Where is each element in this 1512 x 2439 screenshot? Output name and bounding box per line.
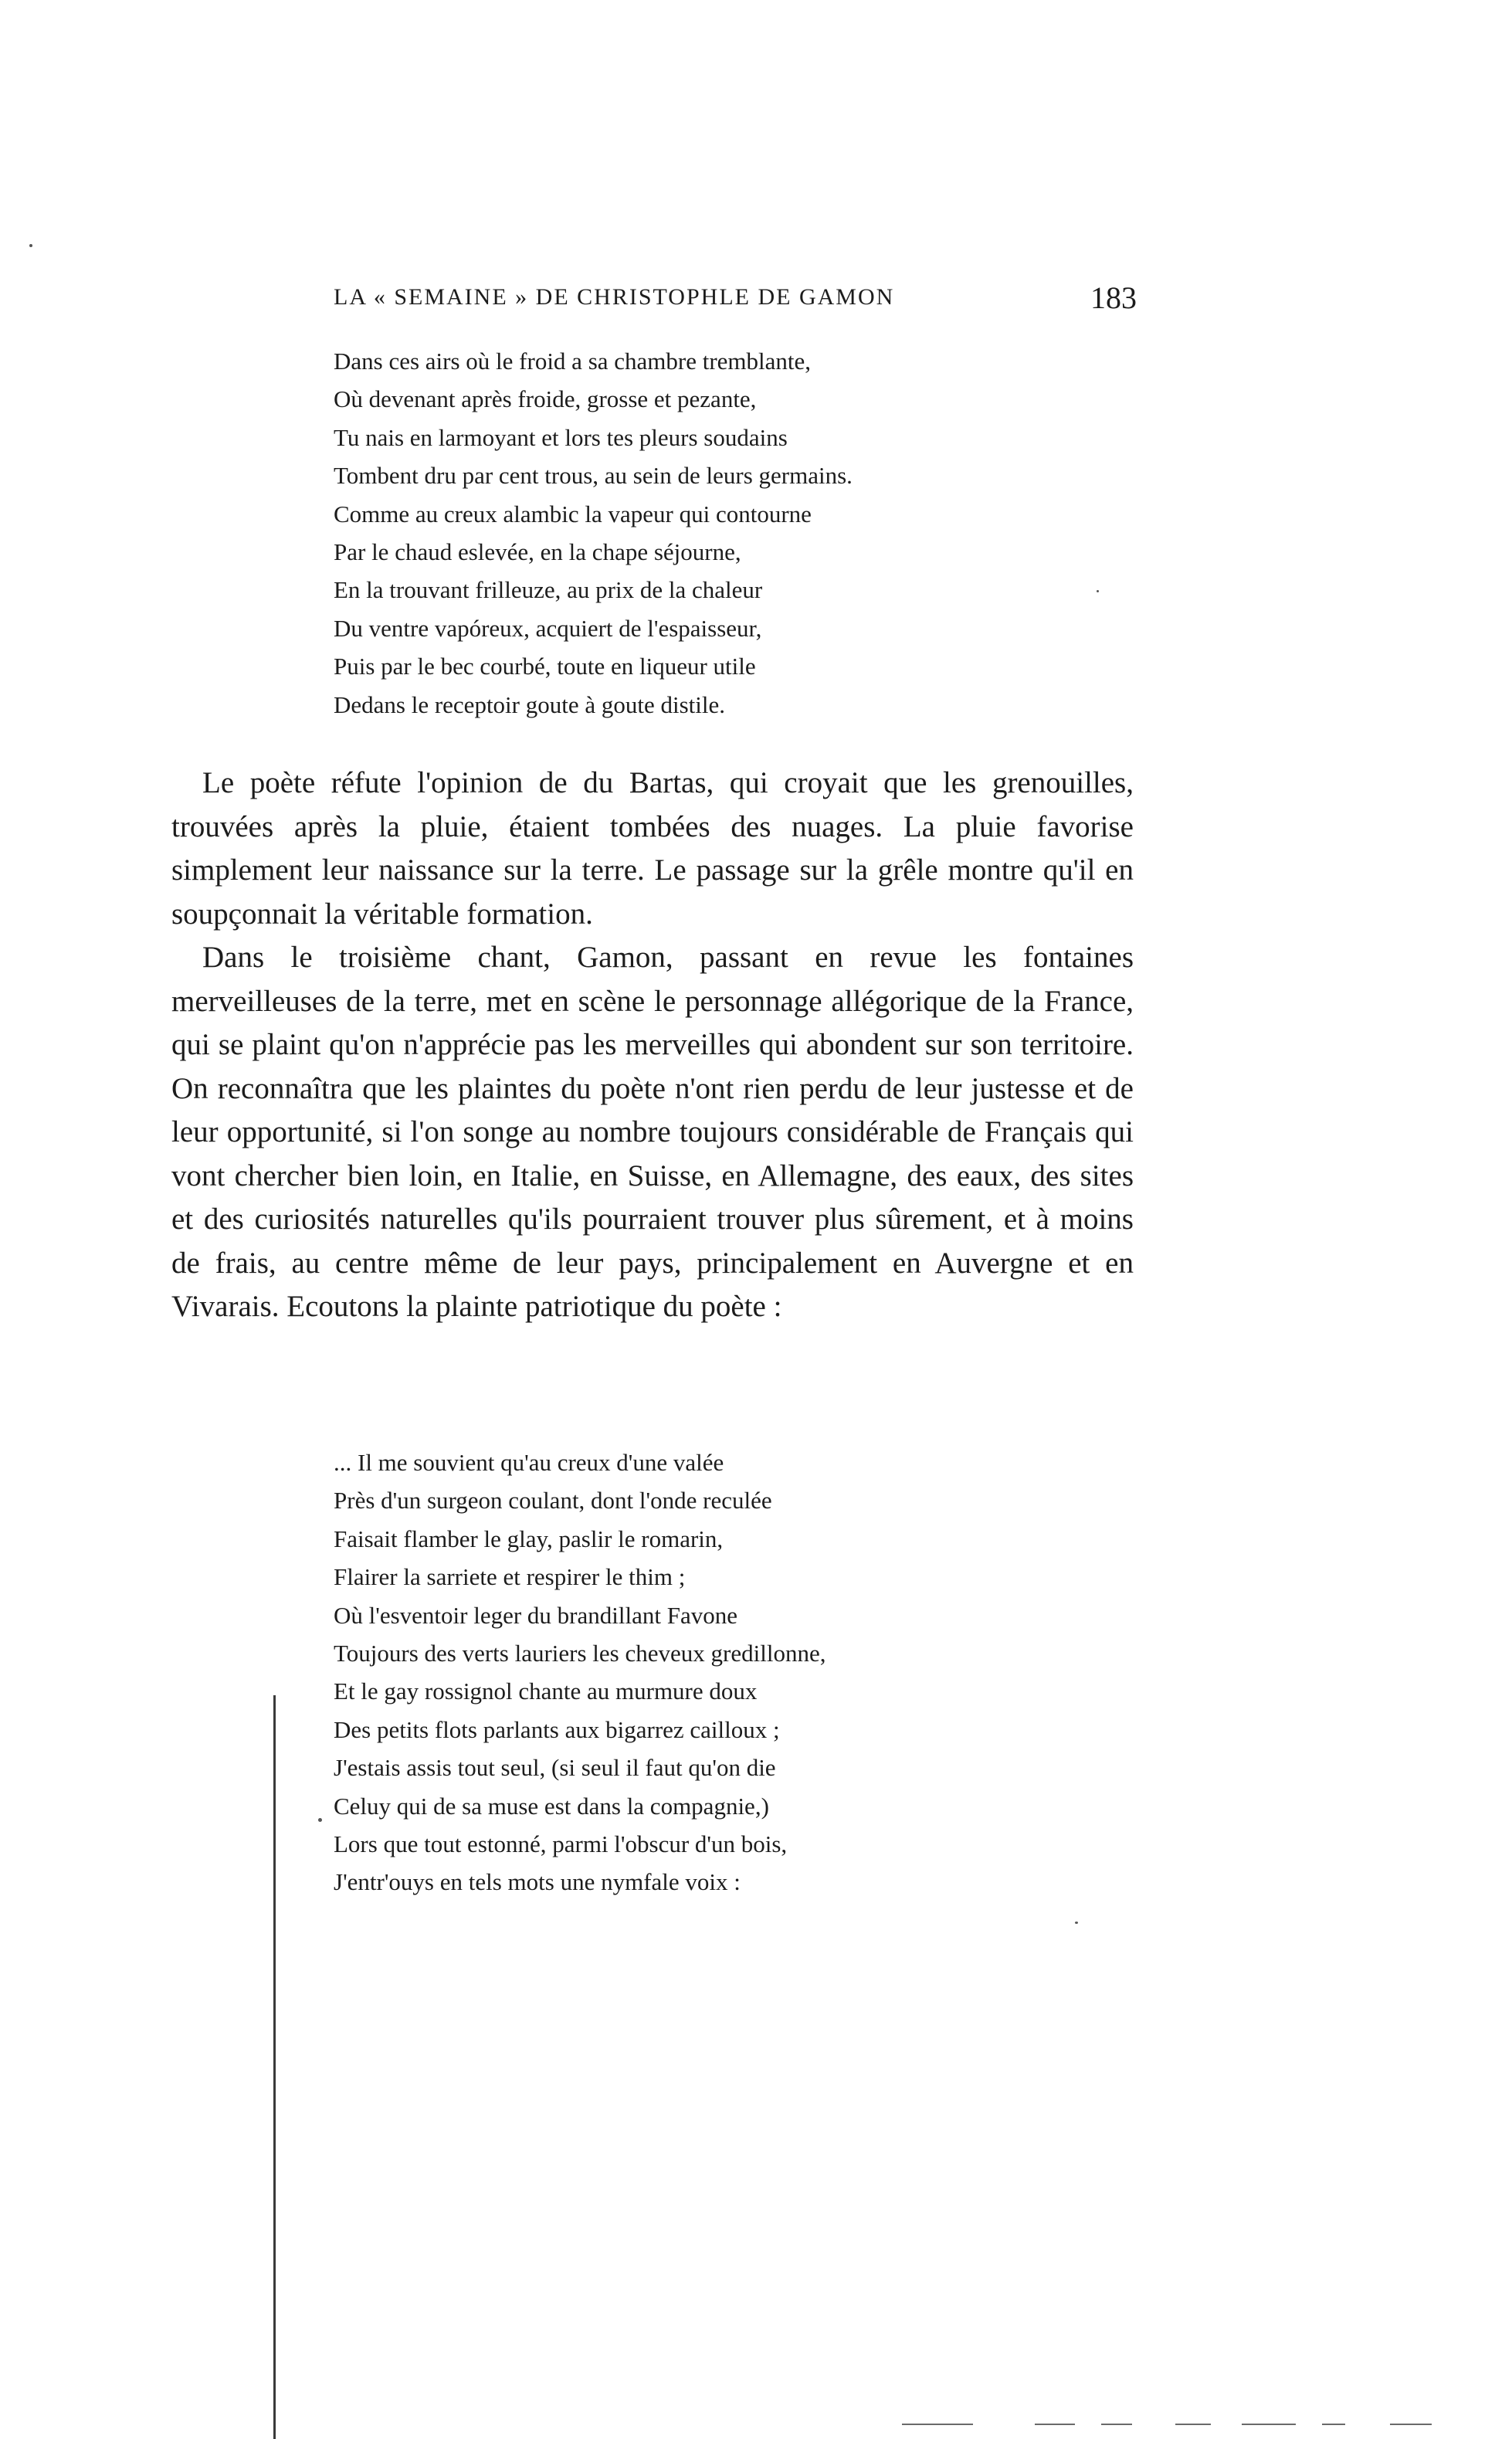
- verse-line: Du ventre vapóreux, acquiert de l'espaisseur,: [334, 614, 762, 642]
- scan-dash: [1390, 2424, 1432, 2425]
- scan-speck: [1075, 1922, 1078, 1924]
- verse-quote-top: [334, 342, 853, 724]
- scan-speck: [1097, 590, 1099, 592]
- prose-body: [171, 762, 1134, 1329]
- scan-dash: [1242, 2424, 1296, 2425]
- scan-dash: [1175, 2424, 1211, 2425]
- verse-line: Flairer la sarriete et respirer le thim ;: [334, 1563, 686, 1591]
- verse-line: Lors que tout estonné, parmi l'obscur d'un bois,: [334, 1830, 788, 1858]
- scan-speck: [29, 244, 32, 247]
- margin-rule: [273, 1695, 276, 2439]
- paragraph: Dans le troisième chant, Gamon, passant en revue les fontaines merveilleuses de la terre, met en scène le personnage allégorique de la France, qui se plaint qu'on n'apprécie pas les merveilles qui abondent sur son territoire. On reconnaîtra que les plaintes du poète n'ont rien perdu de leur justesse et de leur opportunité, si l'on songe au nombre toujours considérable de Français qui vont chercher bien loin, en Italie, en Suisse, en Allemagne, des eaux, des sites et des curiosités naturelles qu'ils pourraient trouver plus sûrement, et à moins de frais, au centre même de leur pays, principalement en Auvergne et en Vivarais. Ecoutons la plainte patriotique du poète :: [171, 941, 1134, 1323]
- scan-dash: [1035, 2424, 1075, 2425]
- verse-line: Faisait flamber le glay, paslir le romarin,: [334, 1525, 724, 1552]
- scan-speck: [318, 1818, 322, 1822]
- verse-line: J'estais assis tout seul, (si seul il faut qu'on die: [334, 1754, 776, 1782]
- verse-line: Et le gay rossignol chante au murmure doux: [334, 1677, 758, 1705]
- verse-line: Dedans le receptoir goute à goute distile.: [334, 690, 726, 718]
- verse-line: Comme au creux alambic la vapeur qui contourne: [334, 500, 812, 527]
- verse-line: Celuy qui de sa muse est dans la compagnie,): [334, 1792, 769, 1820]
- verse-line: Tombent dru par cent trous, au sein de leurs germains.: [334, 462, 853, 490]
- scan-dash: [1322, 2424, 1345, 2425]
- verse-line: En la trouvant frilleuze, au prix de la chaleur: [334, 576, 763, 604]
- verse-line: Où l'esventoir leger du brandillant Favone: [334, 1601, 737, 1629]
- scan-dash: [902, 2424, 973, 2425]
- paragraph: Le poète réfute l'opinion de du Bartas, qui croyait que les grenouilles, trouvées après la pluie, étaient tombées des nuages. La pluie favorise simplement leur naissance sur la terre. Le passage sur la grêle montre qu'il en soupçonnait la véritable formation.: [171, 766, 1134, 931]
- verse-line: Des petits flots parlants aux bigarrez cailloux ;: [334, 1715, 780, 1743]
- verse-line: ... Il me souvient qu'au creux d'une valée: [334, 1449, 724, 1476]
- verse-line: J'entr'ouys en tels mots une nymfale voix :: [334, 1868, 741, 1896]
- header-title: LA « SEMAINE » DE CHRISTOPHLE DE GAMON: [334, 284, 895, 310]
- running-header: [334, 280, 1137, 326]
- verse-quote-bottom: [334, 1443, 825, 1901]
- verse-line: Tu nais en larmoyant et lors tes pleurs soudains: [334, 423, 788, 451]
- verse-line: Près d'un surgeon coulant, dont l'onde reculée: [334, 1487, 772, 1515]
- verse-line: Dans ces airs où le froid a sa chambre tremblante,: [334, 348, 812, 375]
- scan-dash: [1101, 2424, 1132, 2425]
- verse-line: Où devenant après froide, grosse et pezante,: [334, 385, 757, 413]
- verse-line: Toujours des verts lauriers les cheveux gredillonne,: [334, 1640, 826, 1667]
- verse-line: Par le chaud eslevée, en la chape séjourne,: [334, 538, 741, 566]
- page-number: 183: [1090, 280, 1137, 315]
- verse-line: Puis par le bec courbé, toute en liqueur utile: [334, 653, 756, 680]
